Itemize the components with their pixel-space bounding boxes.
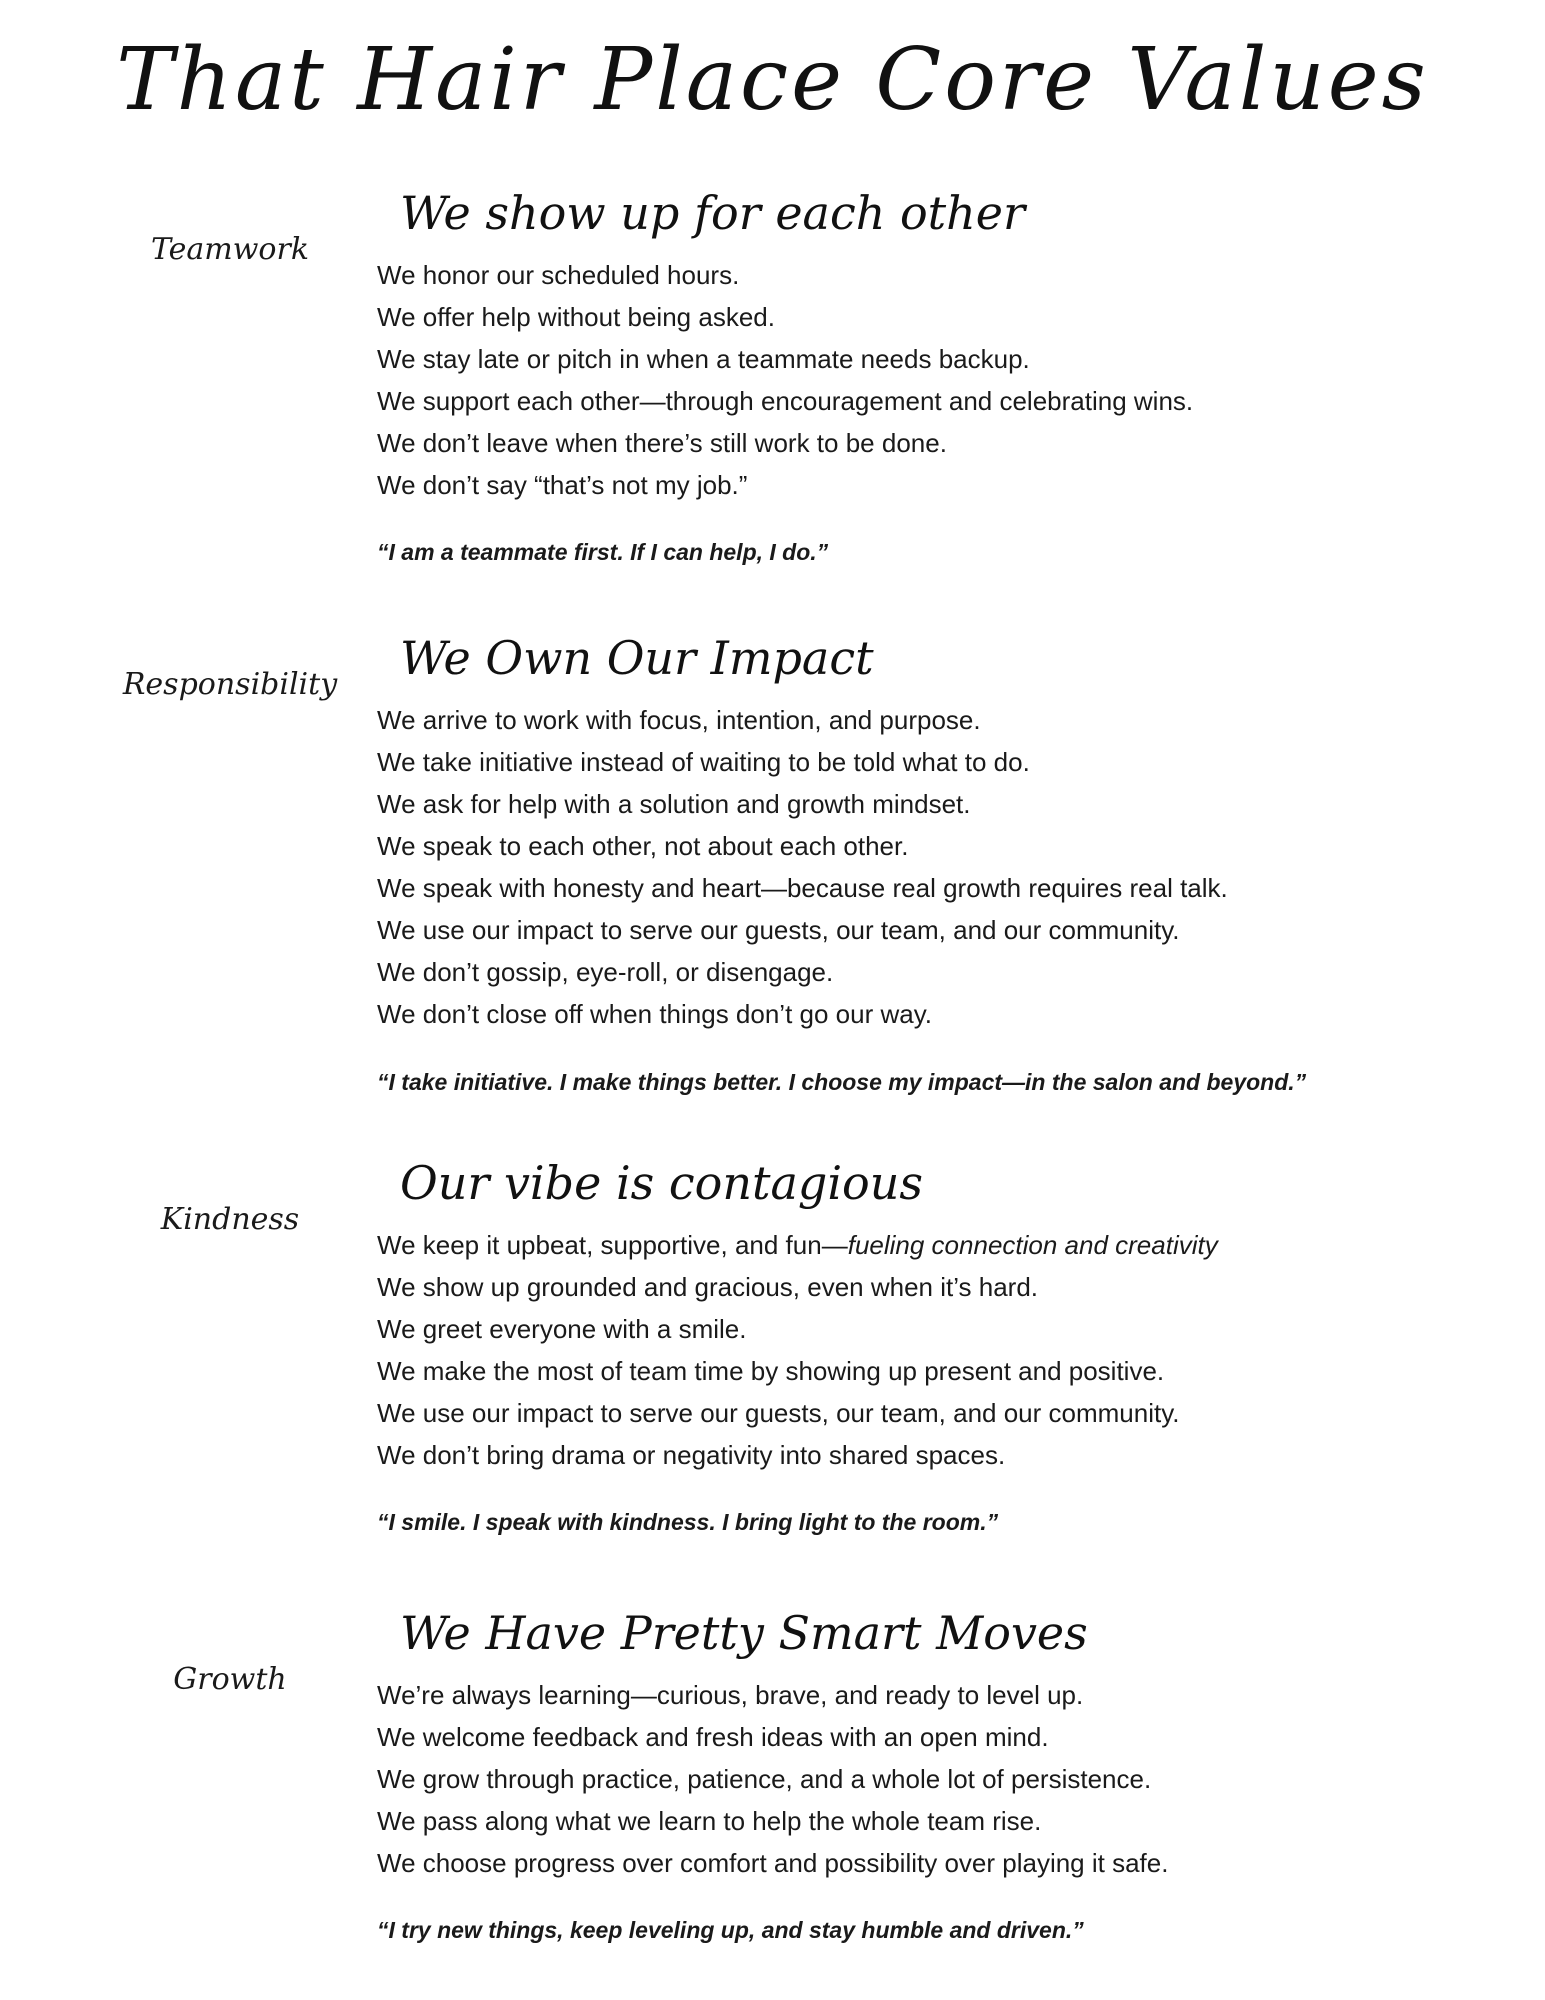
value-label-growth: Growth: [173, 1662, 287, 1697]
value-label-kindness: Kindness: [160, 1202, 300, 1237]
statement-text: We keep it upbeat, supportive, and fun—: [377, 1230, 848, 1260]
section-heading-teamwork: We show up for each other: [400, 186, 1025, 240]
page-title: That Hair Place Core Values: [116, 30, 1429, 130]
statement-list-growth: [377, 1674, 1168, 1884]
list-item: We take initiative instead of waiting to be told what to do.: [377, 747, 1030, 777]
section-heading-growth: We Have Pretty Smart Moves: [400, 1606, 1088, 1660]
section-heading-kindness: Our vibe is contagious: [400, 1156, 923, 1210]
statement-list-kindness: [377, 1224, 1218, 1476]
list-item: We choose progress over comfort and possibility over playing it safe.: [377, 1848, 1169, 1878]
list-item: We grow through practice, patience, and a whole lot of persistence.: [377, 1764, 1152, 1794]
list-item: [377, 1224, 1218, 1266]
list-item: We support each other—through encouragement and celebrating wins.: [377, 386, 1194, 416]
motto-kindness: “I smile. I speak with kindness. I bring light to the room.”: [377, 1509, 999, 1535]
value-label-teamwork: Teamwork: [150, 232, 310, 267]
list-item: We don’t close off when things don’t go our way.: [377, 999, 933, 1029]
list-item: We welcome feedback and fresh ideas with an open mind.: [377, 1722, 1049, 1752]
list-item: We’re always learning—curious, brave, and ready to level up.: [377, 1680, 1084, 1710]
statement-emphasis: fueling connection and creativity: [847, 1230, 1218, 1260]
list-item: We greet everyone with a smile.: [377, 1314, 747, 1344]
list-item: We use our impact to serve our guests, our team, and our community.: [377, 1398, 1180, 1428]
statement-list-responsibility: [377, 699, 1228, 1035]
list-item: We offer help without being asked.: [377, 302, 775, 332]
list-item: We arrive to work with focus, intention, and purpose.: [377, 705, 981, 735]
list-item: We speak to each other, not about each other.: [377, 831, 909, 861]
list-item: We don’t say “that’s not my job.”: [377, 470, 748, 500]
list-item: We honor our scheduled hours.: [377, 260, 740, 290]
list-item: We use our impact to serve our guests, our team, and our community.: [377, 915, 1180, 945]
list-item: We stay late or pitch in when a teammate needs backup.: [377, 344, 1030, 374]
list-item: We speak with honesty and heart—because real growth requires real talk.: [377, 873, 1228, 903]
list-item: We don’t bring drama or negativity into shared spaces.: [377, 1440, 1006, 1470]
list-item: We make the most of team time by showing up present and positive.: [377, 1356, 1165, 1386]
list-item: We pass along what we learn to help the whole team rise.: [377, 1806, 1042, 1836]
motto-growth: “I try new things, keep leveling up, and stay humble and driven.”: [377, 1917, 1084, 1943]
motto-teamwork: “I am a teammate first. If I can help, I do.”: [377, 539, 829, 565]
list-item: We don’t gossip, eye-roll, or disengage.: [377, 957, 834, 987]
statement-list-teamwork: [377, 254, 1193, 506]
list-item: We ask for help with a solution and growth mindset.: [377, 789, 971, 819]
list-item: We don’t leave when there’s still work to be done.: [377, 428, 947, 458]
list-item: We show up grounded and gracious, even when it’s hard.: [377, 1272, 1039, 1302]
motto-responsibility: “I take initiative. I make things better. I choose my impact—in the salon and beyond.”: [377, 1069, 1307, 1095]
section-heading-responsibility: We Own Our Impact: [400, 631, 874, 685]
value-label-responsibility: Responsibility: [122, 667, 338, 702]
